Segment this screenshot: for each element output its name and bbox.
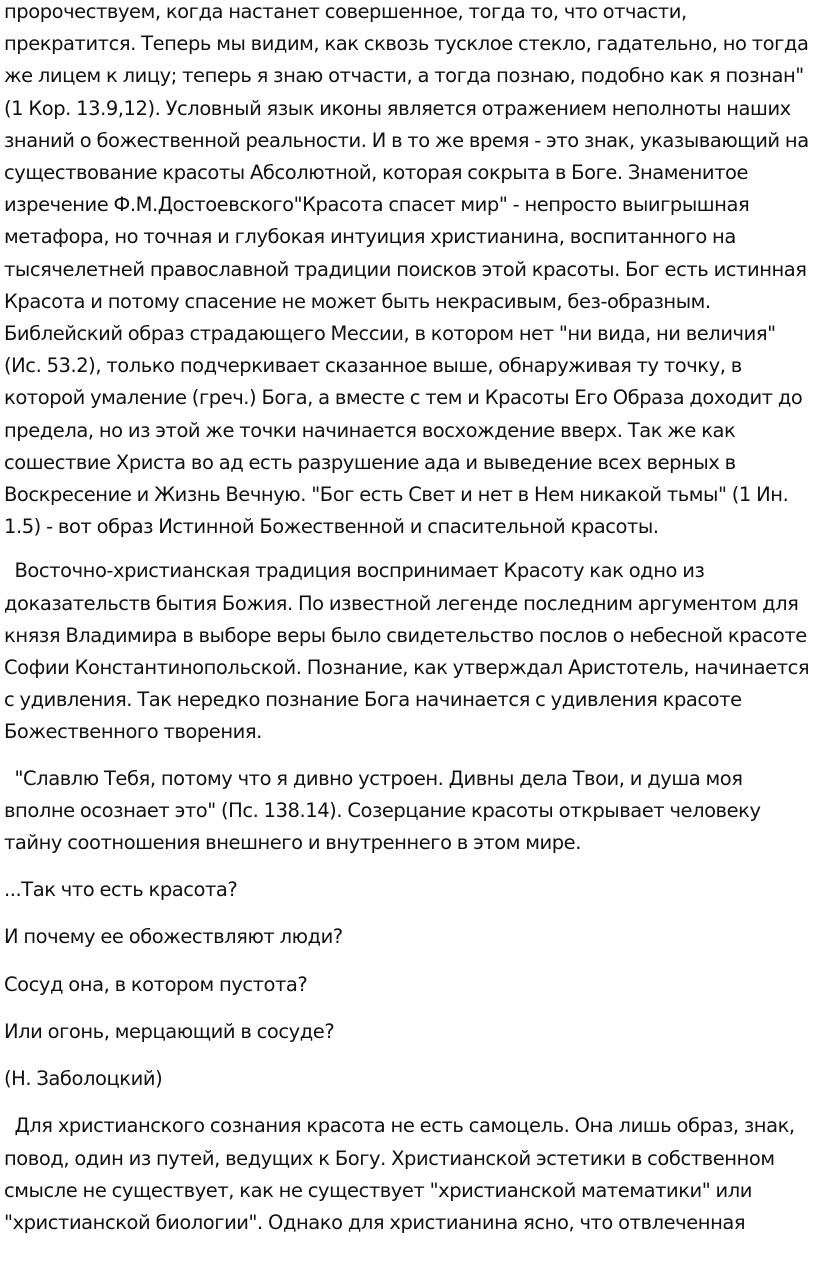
poem-line-1: ...Так что есть красота? — [4, 878, 238, 902]
poem-line-3: Сосуд она, в котором пустота? — [4, 972, 308, 996]
paragraph-icon-language: пророчествуем, когда настанет совершенное, тогда то, что отчасти, прекратится. Теперь мы видим, как сквозь тусклое стекло, гадательно, но тогда же лицем к лицу; теперь я знаю отчасти, а тогда познаю, подобно как я познан" (1 Кор. 13.9,12). Условный язык иконы является отражением неполноты наших знаний о божественной реальности. И в то же время - это знак, указывающий на существование красоты Абсолютной, которая сокрыта в Боге. Знаменитое изречение Ф.М.Достоевского"Красота спасет мир" - непросто выигрышная метафора, но точная и глубокая интуиция христианина, воспитанного на тысячелетней православной традиции поисков этой красоты. Бог есть истинная Красота и потому спасение не может быть некрасивым, без-образным. Библейский образ страдающего Мессии, в котором нет "ни вида, ни величия" (Ис. 53.2), только подчеркивает сказанное выше, обнаруживая ту точку, в которой умаление (греч.) Бога, а вместе с тем и Красоты Его Образа доходит до предела, но из этой же точки начинается восхождение вверх. Так же как сошествие Христа во ад есть разрушение ада и выведение всех верных в Воскресение и Жизнь Вечную. "Бог есть Свет и нет в Нем никакой тьмы" (1 Ин. 1.5) - вот образ Истинной Божественной и спасительной красоты. — [4, 0, 814, 539]
poem-author: (Н. Заболоцкий) — [4, 1067, 163, 1091]
paragraph-eastern-tradition: Восточно-христианская традиция воспринимает Красоту как одно из доказательств бытия Божия. По известной легенде последним аргументом для князя Владимира в выборе веры было свидетельство послов о небесной красоте Софии Константинопольской. Познание, как утверждал Аристотель, начинается с удивления. Так нередко познание Бога начинается с удивления красоте Божественного творения. — [4, 559, 815, 744]
document-page — [4, 0, 816, 1239]
poem-line-2: И почему ее обожествляют люди? — [4, 925, 343, 949]
paragraph-christian-aesthetics: Для христианского сознания красота не есть самоцель. Она лишь образ, знак, повод, один из путей, ведущих к Богу. Христианской эстетики в собственном смысле не существует, как не существует "христианской математики" или "христианской биологии". Однако для христианина ясно, что отвлеченная — [4, 1114, 800, 1234]
poem-line-4: Или огонь, мерцающий в сосуде? — [4, 1019, 335, 1043]
paragraph-psalm-quote: "Славлю Тебя, потому что я дивно устроен. Дивны дела Твои, и душа моя вполне осознает это" (Пс. 138.14). Созерцание красоты открывает человеку тайну соотношения внешнего и внутреннего в этом мире. — [4, 766, 766, 855]
